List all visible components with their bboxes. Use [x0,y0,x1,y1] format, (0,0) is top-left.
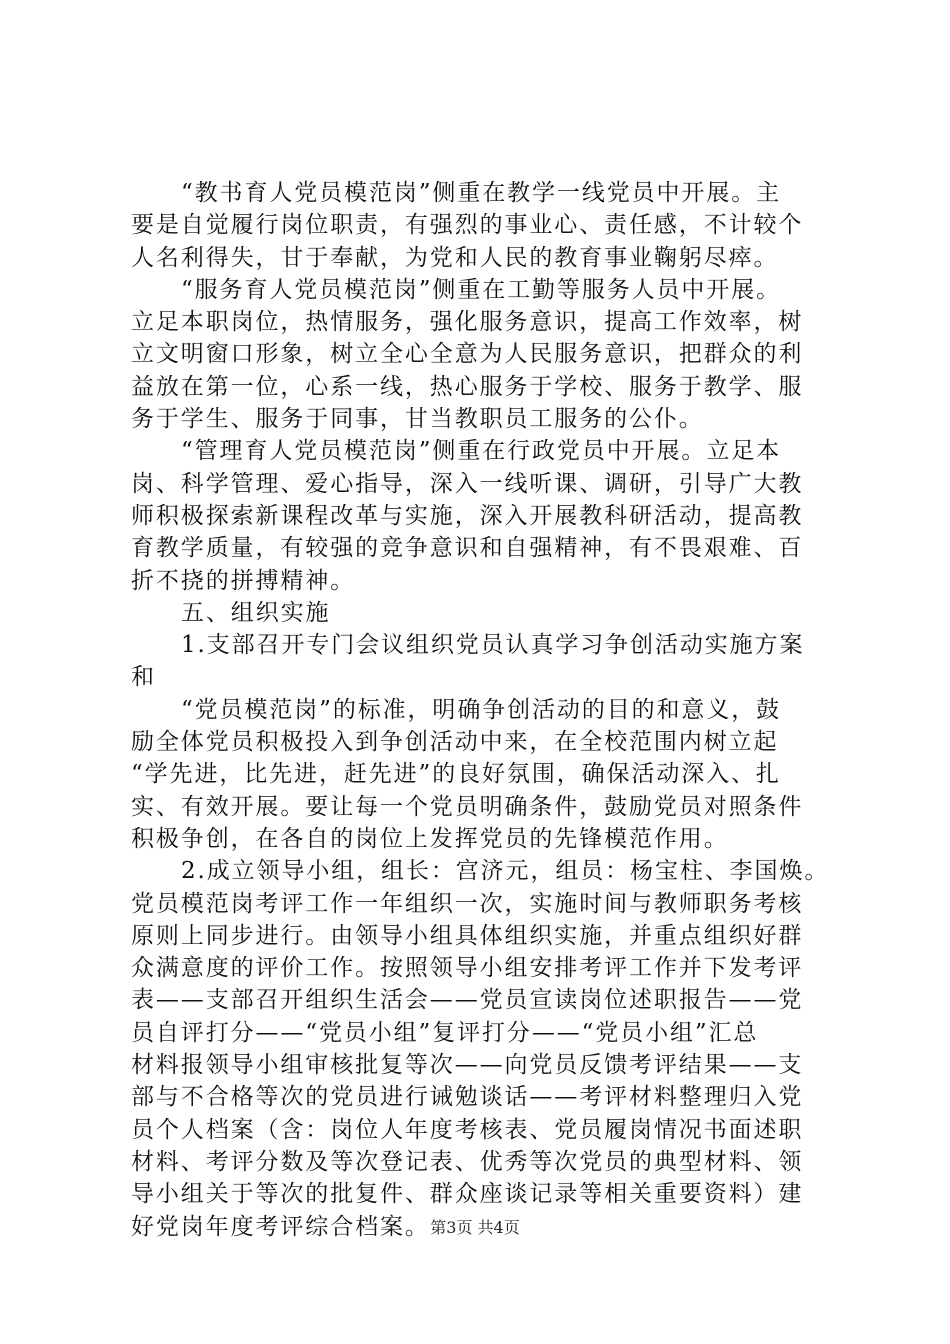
text-line: “管理育人党员模范岗”侧重在行政党员中开展。立足本 [181,438,782,465]
text-line: 员个人档案（含：岗位人年度考核表、党员履岗情况书面述职 [131,1116,804,1143]
text-line: 励全体党员积极投入到争创活动中来，在全校范围内树立起 [131,729,779,756]
text-line: 折不挠的拼搏精神。 [131,567,356,594]
text-line: 表——支部召开组织生活会——党员宣读岗位述职报告——党 [131,987,804,1014]
page-number: 第3页 共4页 [430,1218,520,1237]
text-line: 原则上同步进行。由领导小组具体组织实施，并重点组织好群 [131,922,804,949]
text-line: 好党岗年度考评综合档案。 [131,1213,430,1240]
text-line: 立文明窗口形象，树立全心全意为人民服务意识，把群众的利 [131,341,804,368]
section-heading: 五、组织实施 [181,599,331,626]
text-line: 岗、科学管理、爱心指导，深入一线听课、调研，引导广大教 [131,470,804,497]
text-line: 材料、考评分数及等次登记表、优秀等次党员的典型材料、领 [131,1148,804,1175]
text-line: “党员模范岗”的标准，明确争创活动的目的和意义，鼓 [181,696,782,723]
document-body [131,177,831,1243]
text-line: 师积极探索新课程改革与实施，深入开展教科研活动，提高教 [131,502,804,529]
page-footer [0,1215,950,1238]
text-line: 员自评打分——“党员小组”复评打分——“党员小组”汇总 [131,1019,759,1046]
text-line: 务于学生、服务于同事，甘当教职员工服务的公仆。 [131,406,704,433]
text-line: 人名利得失，甘于奉献，为党和人民的教育事业鞠躬尽瘁。 [131,244,779,271]
text-line: 积极争创，在各自的岗位上发挥党员的先锋模范作用。 [131,825,729,852]
text-line: 部与不合格等次的党员进行诫勉谈话——考评材料整理归入党 [131,1084,804,1111]
text-line: 立足本职岗位，热情服务，强化服务意识，提高工作效率，树 [131,309,804,336]
text-line: 材料报领导小组审核批复等次——向党员反馈考评结果——支 [131,1052,804,1079]
text-line: 1.支部召开专门会议组织党员认真学习争创活动实施方案 [181,632,805,659]
text-line: 导小组关于等次的批复件、群众座谈记录等相关重要资料）建 [131,1181,804,1208]
text-line: “服务育人党员模范岗”侧重在工勤等服务人员中开展。 [181,276,782,303]
text-line: 众满意度的评价工作。按照领导小组安排考评工作并下发考评 [131,955,804,982]
text-line: 益放在第一位，心系一线，热心服务于学校、服务于教学、服 [131,373,804,400]
text-line: 实、有效开展。要让每一个党员明确条件，鼓励党员对照条件 [131,793,804,820]
text-line: “教书育人党员模范岗”侧重在教学一线党员中开展。主 [181,180,782,206]
text-line: 2.成立领导小组，组长：宫济元，组员：杨宝柱、李国焕。 [181,858,830,885]
text-line: 党员模范岗考评工作一年组织一次，实施时间与教师职务考核 [131,890,804,917]
text-line: “学先进，比先进，赶先进”的良好氛围，确保活动深入、扎 [131,761,781,788]
text-line: 要是自觉履行岗位职责，有强烈的事业心、责任感，不计较个 [131,212,804,239]
text-line: 和 [131,664,156,691]
text-line: 育教学质量，有较强的竞争意识和自强精神，有不畏艰难、百 [131,535,804,562]
